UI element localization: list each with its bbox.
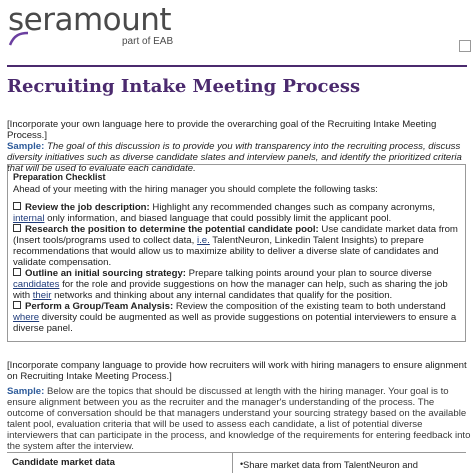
section2-sample <box>7 386 472 452</box>
preparation-checklist <box>7 164 466 342</box>
item-text: diversity could be augmented as well as provide suggestions on potential interviewers to ensure a diverse panel. <box>13 312 457 334</box>
checklist-item <box>13 301 460 334</box>
sample-text: Below are the topics that should be discussed at length with the hiring manager. Your goal is to ensure alignment between you as the recruiter and the manager's understanding of the process. The outcome of conversation should be that managers understand your sourcing strategy based on the available talent pool, evaluation criteria that will be used to assess each candidate, a list of potential diverse interviewers that can participate in the process, and knowledge of the requirements for entering feedback into the system after the interview. <box>7 386 471 452</box>
bullet-icon: • <box>240 459 244 469</box>
item-text: networks and thinking about any internal candidates that qualify for the position. <box>51 290 393 301</box>
checklist-title: Preparation Checklist <box>13 172 106 182</box>
page-title: Recruiting Intake Meeting Process <box>7 76 361 97</box>
table-cell-market-data: Share market data from TalentNeuron and <box>243 459 418 470</box>
seramount-logo <box>8 2 188 47</box>
checkbox[interactable] <box>13 268 21 276</box>
item-text: Prepare talking points around your plan to source diverse <box>186 268 432 279</box>
alignment-section <box>7 360 472 452</box>
item-heading: Outline an initial sourcing strategy: <box>25 268 186 279</box>
intro-bracket: [Incorporate your own language here to provide the overarching goal of the Recruiting Intake Meeting Process.] <box>7 119 437 141</box>
item-text: Review the composition of the existing team to both understand <box>173 301 446 312</box>
item-link: candidates <box>13 279 60 290</box>
checkbox[interactable] <box>13 301 21 309</box>
item-link: i.e. <box>196 235 210 246</box>
item-link: internal <box>13 213 45 224</box>
checkbox[interactable] <box>13 224 21 232</box>
item-heading: Perform a Group/Team Analysis: <box>25 301 174 312</box>
sample-label: Sample: <box>7 386 45 397</box>
checklist-item <box>13 224 460 268</box>
checklist-item <box>13 268 460 301</box>
sample-text: The goal of this discussion is to provide you with transparency into the recruiting process, discuss diversity initiatives such as diverse candidate slates and interview panels, and identify the prioritized criteria that will be used to evaluate each candidate. <box>7 141 462 174</box>
checklist-item <box>13 202 460 224</box>
section2-bracket: [Incorporate company language to provide how recruiters will work with hiring managers to ensure alignment on Recruiting Intake Meeting Process.] <box>7 360 467 382</box>
item-text: Highlight any recommended changes such as company acronyms, <box>149 202 436 213</box>
item-text: TalentNeuron, Linkedin Talent Insights) to prepare recommendations that would allow us to maximize ability to deliver a diverse slate of candidates and validate compensation. <box>13 235 439 268</box>
item-link: where <box>13 312 40 323</box>
item-text: only information, and biased language that could possibly limit the applicant pool. <box>44 213 392 224</box>
corner-checkbox[interactable] <box>459 40 471 52</box>
item-link: their <box>32 290 52 301</box>
item-text: Use candidate market data from (Insert tools/programs used to collect data, <box>13 224 458 246</box>
header-rule <box>7 65 467 67</box>
item-heading: Research the position to determine the potential candidate pool: <box>25 224 319 235</box>
logo-wordmark: seramount <box>8 2 172 38</box>
sample-label: Sample: <box>7 141 45 152</box>
item-text: for the role and provide suggestions on how the manager can help, such as sharing the job with <box>13 279 448 301</box>
item-heading: Review the job description: <box>25 202 150 213</box>
table-divider <box>232 453 233 473</box>
logo-subtitle: part of EAB <box>122 36 174 47</box>
checkbox[interactable] <box>13 202 21 210</box>
logo-swoosh-icon <box>8 31 30 47</box>
checklist-intro: Ahead of your meeting with the hiring manager you should complete the following tasks: <box>13 183 378 194</box>
table-header-candidate-market-data: Candidate market data <box>12 457 115 468</box>
topics-table <box>7 452 466 473</box>
